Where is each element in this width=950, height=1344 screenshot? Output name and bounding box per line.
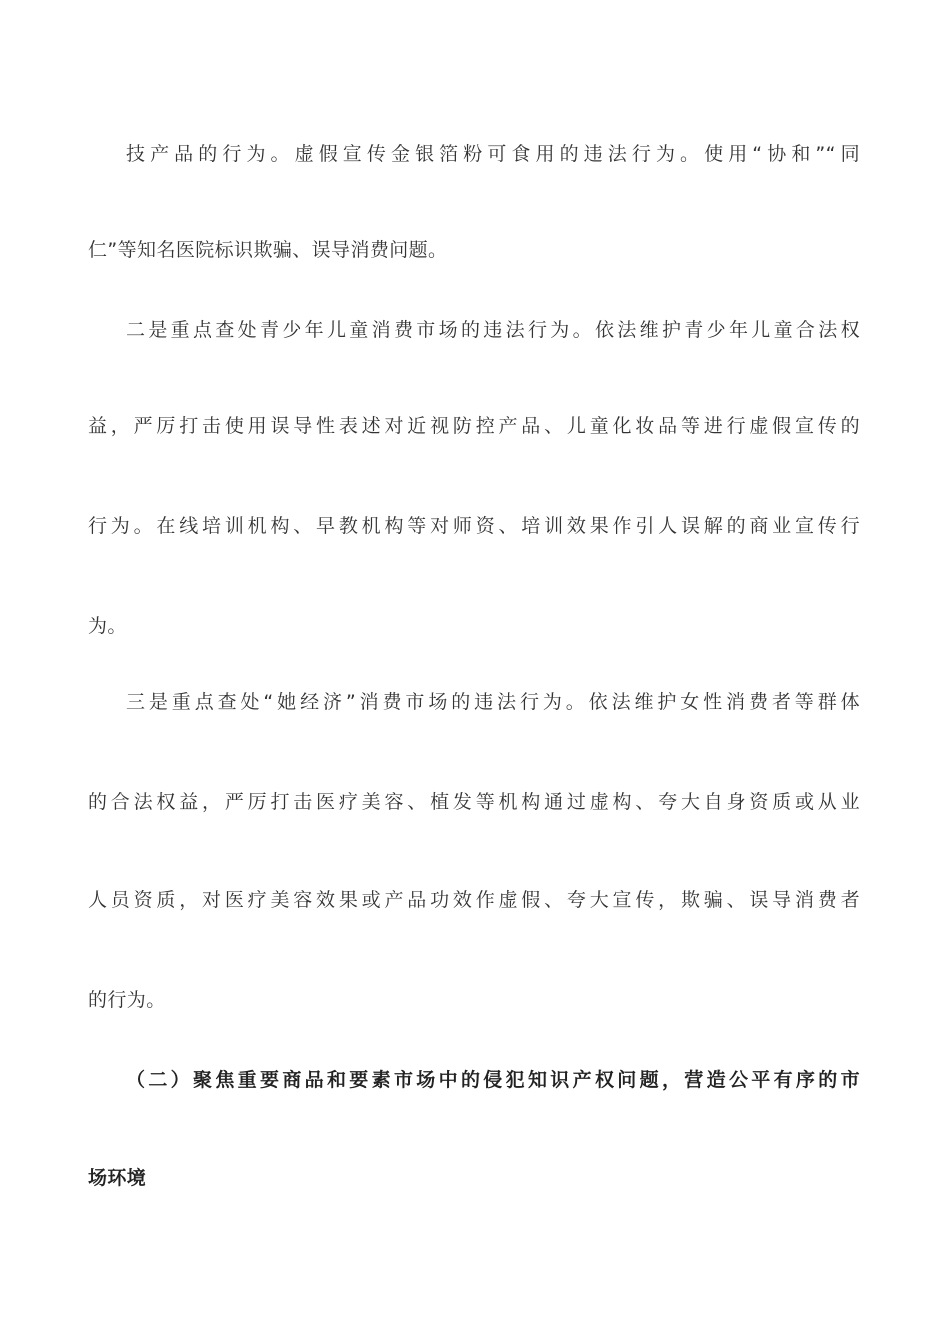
section-heading: （二）聚焦重要商品和要素市场中的侵犯知识产权问题，营造公平有序的市 <box>126 1069 860 1091</box>
text-line: 人员资质，对医疗美容效果或产品功效作虚假、夸大宣传，欺骗、误导消费者 <box>88 889 860 911</box>
paragraph-2-line: 二是重点查处青少年儿童消费市场的违法行为。依法维护青少年儿童合法权 <box>126 319 860 341</box>
text-line: 行为。在线培训机构、早教机构等对师资、培训效果作引人误解的商业宣传行 <box>88 515 860 537</box>
section-heading-continued: 场环境 <box>88 1167 147 1189</box>
text-line: 的合法权益，严厉打击医疗美容、植发等机构通过虚构、夸大自身资质或从业 <box>88 791 860 813</box>
paragraph-3-line: 三是重点查处“她经济”消费市场的违法行为。依法维护女性消费者等群体 <box>126 691 860 713</box>
text-line: 仁”等知名医院标识欺骗、误导消费问题。 <box>88 239 448 261</box>
text-line: 为。 <box>88 615 127 637</box>
text-line: 技产品的行为。虚假宣传金银箔粉可食用的违法行为。使用“协和”“同 <box>126 143 860 165</box>
text-line: 益，严厉打击使用误导性表述对近视防控产品、儿童化妆品等进行虚假宣传的 <box>88 415 860 437</box>
text-line: 的行为。 <box>88 989 166 1011</box>
